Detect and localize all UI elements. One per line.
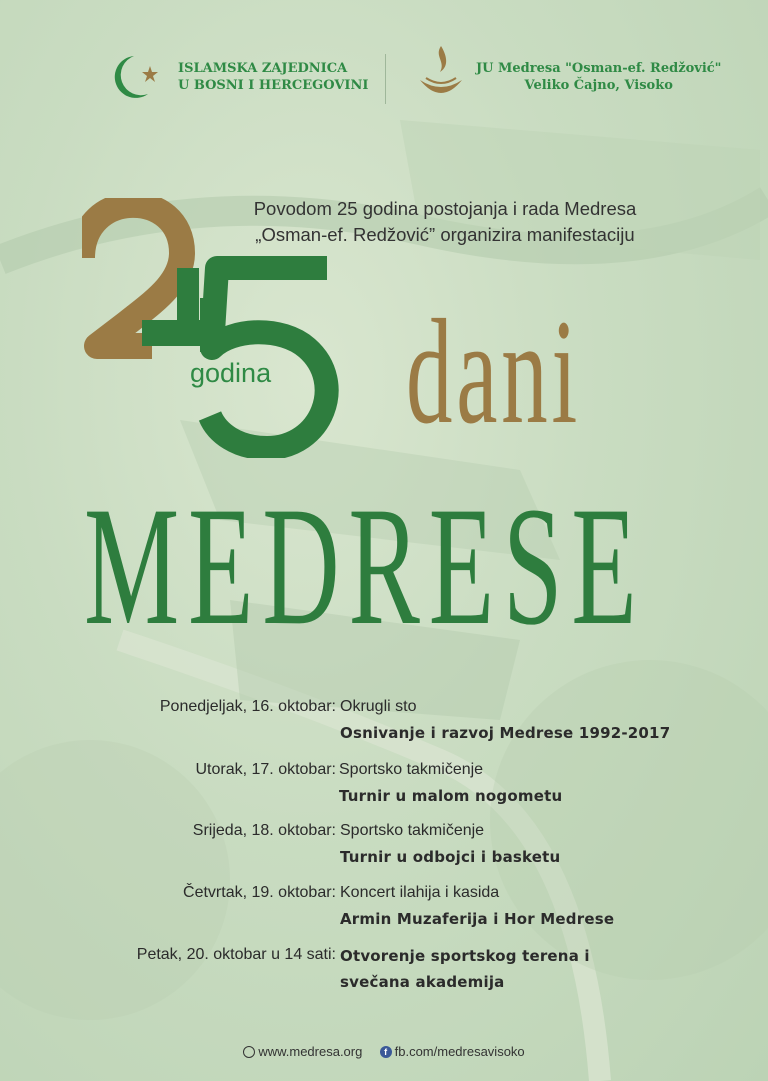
event-title: Osnivanje i razvoj Medrese 1992-2017 bbox=[340, 724, 671, 742]
event-title: Turnir u odbojci i basketu bbox=[340, 848, 561, 866]
org-right-line2: Veliko Čajno, Visoko bbox=[524, 78, 673, 93]
event-day: Utorak, 17. oktobar: bbox=[195, 761, 336, 778]
event-title-line1: Otvorenje sportskog terena i bbox=[340, 947, 590, 965]
org-left-line2: U BOSNI I HERCEGOVINI bbox=[178, 78, 369, 93]
org-right-name bbox=[476, 60, 721, 94]
medresa-logo-icon bbox=[416, 44, 466, 106]
islamic-community-logo-icon bbox=[108, 52, 170, 102]
header-divider bbox=[385, 54, 386, 104]
medrese-title: MEDRESE bbox=[84, 472, 646, 660]
intro-line1: Povodom 25 godina postojanja i rada Medresa bbox=[253, 198, 637, 219]
event-title: Turnir u malom nogometu bbox=[339, 787, 563, 805]
event-type: Sportsko takmičenje bbox=[340, 822, 485, 839]
godina-label: godina bbox=[190, 358, 272, 388]
intro-line2: „Osman-ef. Redžović” organizira manifestaciju bbox=[255, 224, 635, 245]
dani-title: dani bbox=[406, 289, 582, 455]
event-day: Četvrtak, 19. oktobar: bbox=[183, 884, 336, 901]
event-type: Okrugli sto bbox=[340, 698, 417, 715]
event-title: Armin Muzaferija i Hor Medrese bbox=[340, 910, 615, 928]
facebook-link[interactable]: fb.com/medresavisoko bbox=[394, 1044, 525, 1060]
event-day: Srijeda, 18. oktobar: bbox=[192, 822, 336, 839]
org-right-line1: JU Medresa "Osman-ef. Redžović" bbox=[476, 61, 722, 76]
event-day: Ponedjeljak, 16. oktobar: bbox=[159, 698, 336, 715]
globe-icon bbox=[243, 1046, 255, 1058]
event-type: Sportsko takmičenje bbox=[339, 761, 484, 778]
anniversary-number-graphic bbox=[82, 198, 372, 458]
website-link[interactable]: www.medresa.org bbox=[258, 1044, 363, 1060]
event-type: Koncert ilahija i kasida bbox=[340, 884, 500, 901]
event-day: Petak, 20. oktobar u 14 sati: bbox=[136, 946, 336, 963]
org-left-name bbox=[178, 60, 368, 94]
event-title-line2: svečana akademija bbox=[340, 973, 505, 991]
org-left-line1: ISLAMSKA ZAJEDNICA bbox=[178, 61, 348, 76]
facebook-icon: f bbox=[380, 1046, 392, 1058]
footer bbox=[0, 1043, 768, 1059]
header bbox=[0, 44, 768, 114]
